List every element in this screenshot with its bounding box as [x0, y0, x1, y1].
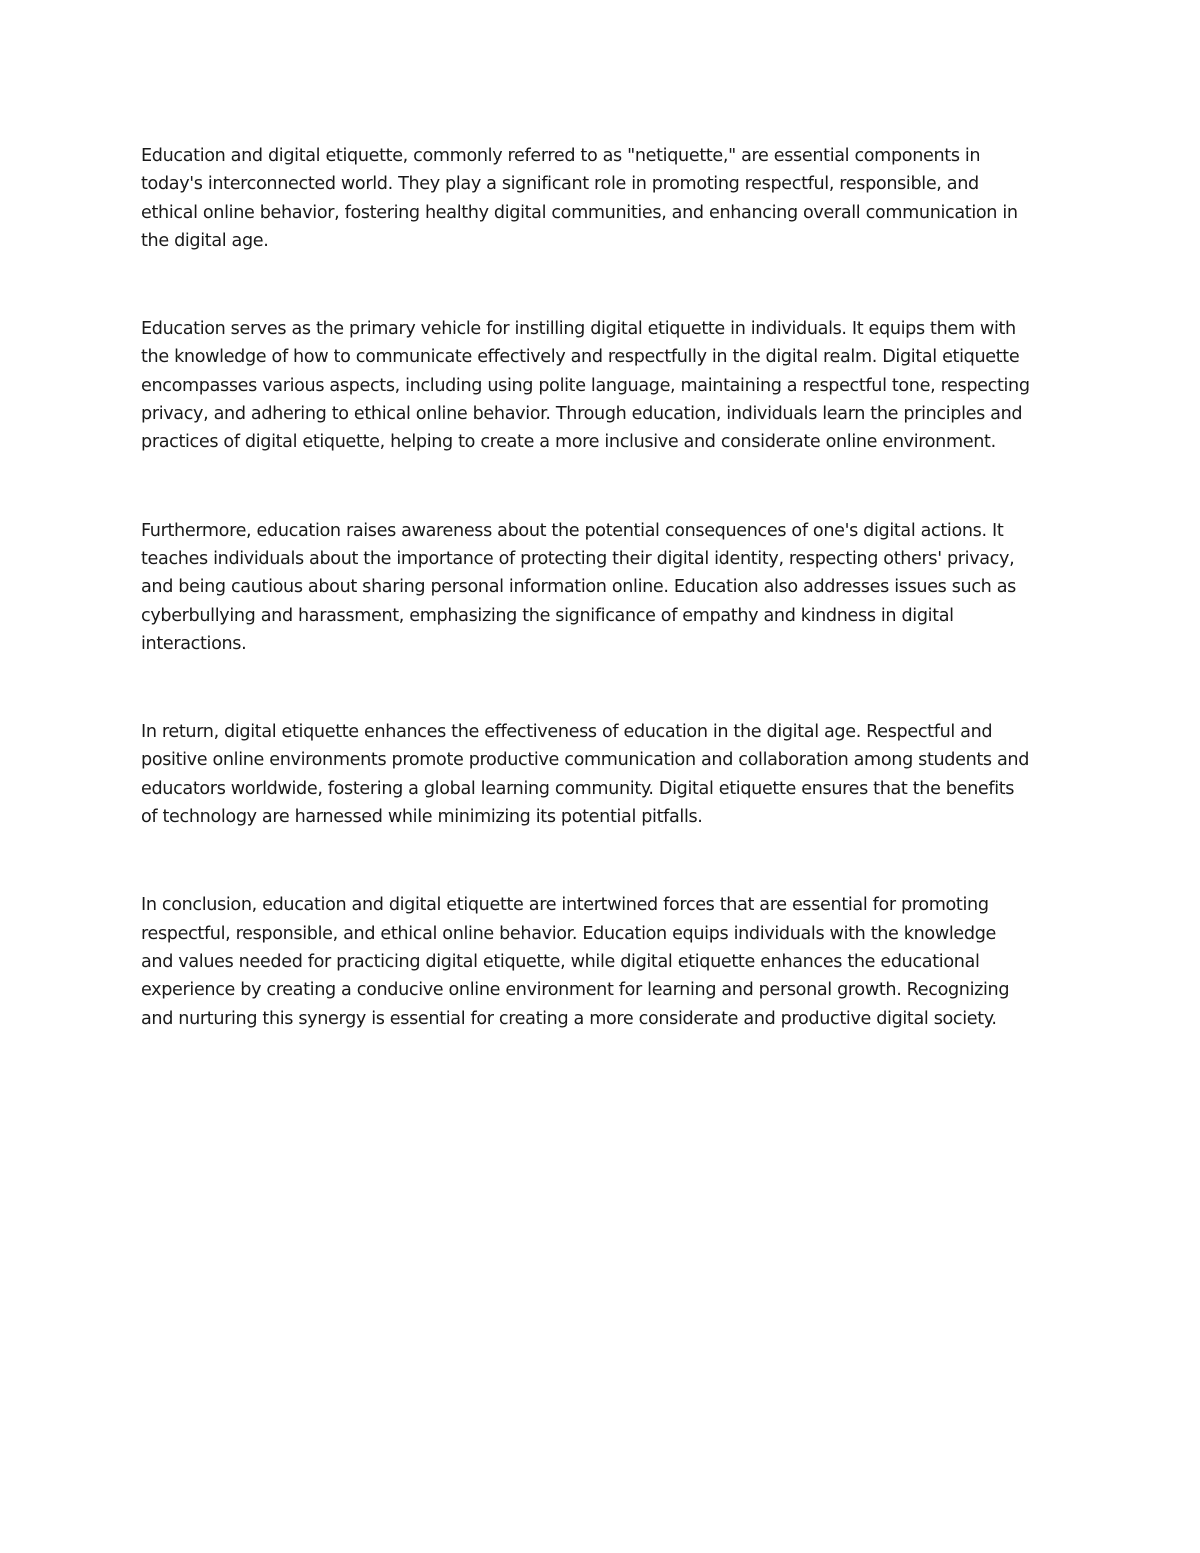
paragraph-intro: [141, 142, 1066, 255]
text-line: the digital age.: [141, 230, 269, 251]
text-line: privacy, and adhering to ethical online behavior. Through education, individuals learn the principles and: [141, 404, 1023, 425]
text-line: of technology are harnessed while minimizing its potential pitfalls.: [141, 807, 703, 828]
text-line: positive online environments promote productive communication and collaboration among students and: [141, 750, 1030, 771]
paragraph-education-role: [141, 315, 1066, 456]
text-line: and nurturing this synergy is essential for creating a more considerate and productive digital society.: [141, 1008, 997, 1029]
document-body: [141, 142, 1066, 1033]
text-line: and values needed for practicing digital etiquette, while digital etiquette enhances the educational: [141, 951, 980, 972]
text-line: experience by creating a conducive online environment for learning and personal growth. Recognizing: [141, 980, 1010, 1001]
text-line: interactions.: [141, 633, 247, 654]
text-line: teaches individuals about the importance of protecting their digital identity, respecting others' privacy,: [141, 548, 1015, 569]
paragraph-awareness: [141, 517, 1066, 658]
text-line: In conclusion, education and digital etiquette are intertwined forces that are essential for promoting: [141, 895, 989, 916]
paragraph-in-return: [141, 718, 1066, 831]
text-line: Furthermore, education raises awareness about the potential consequences of one's digital actions. It: [141, 520, 1004, 541]
paragraph-conclusion: [141, 891, 1066, 1032]
text-line: and being cautious about sharing personal information online. Education also addresses issues such as: [141, 577, 1016, 598]
text-line: practices of digital etiquette, helping to create a more inclusive and considerate online environment.: [141, 432, 996, 453]
text-line: ethical online behavior, fostering healthy digital communities, and enhancing overall communication in: [141, 202, 1018, 223]
text-line: In return, digital etiquette enhances the effectiveness of education in the digital age. Respectful and: [141, 722, 993, 743]
text-line: today's interconnected world. They play a significant role in promoting respectful, responsible, and: [141, 174, 979, 195]
text-line: respectful, responsible, and ethical online behavior. Education equips individuals with the knowledge: [141, 923, 996, 944]
text-line: encompasses various aspects, including using polite language, maintaining a respectful tone, respecting: [141, 375, 1030, 396]
text-line: Education serves as the primary vehicle for instilling digital etiquette in individuals. It equips them with: [141, 319, 1016, 340]
text-line: Education and digital etiquette, commonly referred to as "netiquette," are essential components in: [141, 146, 981, 166]
text-line: educators worldwide, fostering a global learning community. Digital etiquette ensures that the benefits: [141, 778, 1015, 799]
text-line: cyberbullying and harassment, emphasizing the significance of empathy and kindness in digital: [141, 605, 954, 626]
text-line: the knowledge of how to communicate effectively and respectfully in the digital realm. Digital etiquette: [141, 347, 1020, 368]
